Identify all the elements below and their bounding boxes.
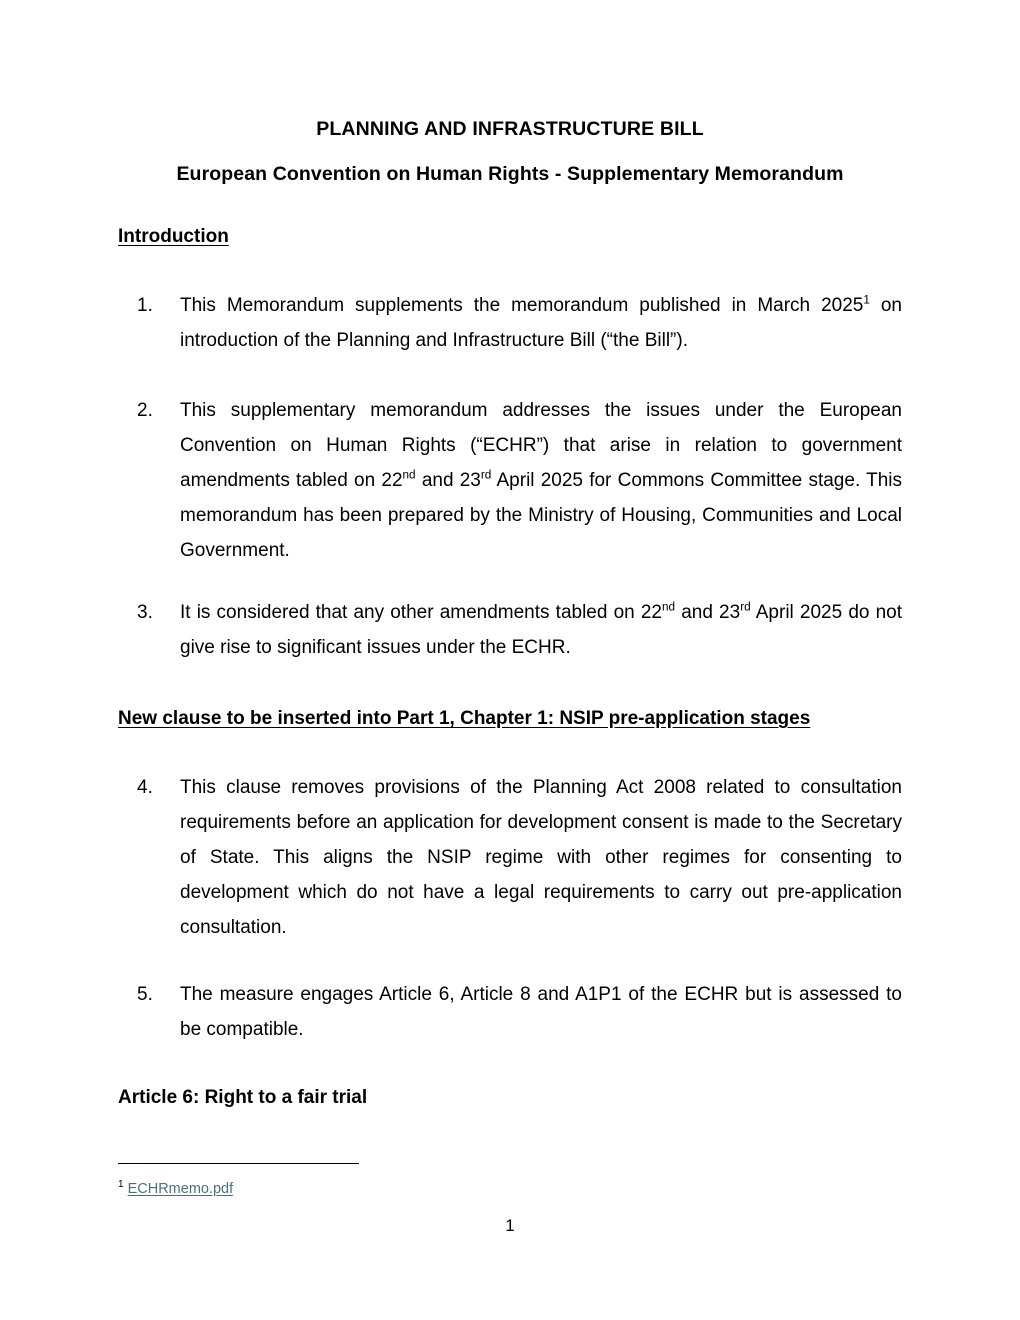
numbered-paragraph-4 xyxy=(137,770,902,945)
section-heading-introduction: Introduction xyxy=(118,226,229,247)
numbered-paragraph-3 xyxy=(137,595,902,665)
ordinal-suffix: nd xyxy=(402,468,416,482)
paragraph-body: The measure engages Article 6, Article 8 and A1P1 of the ECHR but is assessed to be compatible. xyxy=(180,984,902,1040)
paragraph-body xyxy=(180,393,902,568)
footnote-1 xyxy=(118,1179,233,1199)
paragraph-text-segment: on introduction of the Planning and Infrastructure Bill (“the Bill”). xyxy=(180,295,903,351)
paragraph-text-segment: It is considered that any other amendments tabled on 22 xyxy=(180,602,662,623)
paragraph-marker: 1. xyxy=(137,295,153,316)
ordinal-suffix: rd xyxy=(480,468,492,482)
ordinal-suffix: nd xyxy=(661,600,676,614)
paragraph-body xyxy=(180,288,902,358)
paragraph-text-segment: This Memorandum supplements the memorandum published in March 2025 xyxy=(180,295,864,316)
footnote-separator-rule xyxy=(118,1163,359,1164)
numbered-paragraph-2 xyxy=(137,393,902,568)
document-title-primary: PLANNING AND INFRASTRUCTURE BILL xyxy=(316,118,704,140)
document-title-secondary: European Convention on Human Rights - Supplementary Memorandum xyxy=(176,163,844,185)
paragraph-text-segment: and 23 xyxy=(675,602,741,623)
section-heading-new-clause: New clause to be inserted into Part 1, Chapter 1: NSIP pre-application stages xyxy=(118,708,811,729)
paragraph-body xyxy=(180,595,902,665)
numbered-paragraph-1 xyxy=(137,288,902,358)
paragraph-text-segment: April 2025 for Commons Committee stage. This memorandum has been prepared by the Ministry of Housing, Communities and Local Government. xyxy=(180,470,902,561)
section-heading-article-6: Article 6: Right to a fair trial xyxy=(118,1087,368,1108)
paragraph-text-segment: and 23 xyxy=(415,470,481,491)
ordinal-suffix: rd xyxy=(740,600,751,614)
footnote-reference-marker[interactable]: 1 xyxy=(863,293,870,307)
paragraph-marker: 4. xyxy=(137,777,153,798)
paragraph-text-segment: This supplementary memorandum addresses the issues under the European Convention on Human Rights (“ECHR”) that arise in relation to government amendments tabled on 22 xyxy=(180,400,902,491)
footnote-number: 1 xyxy=(118,1179,124,1191)
paragraph-body: This clause removes provisions of the Planning Act 2008 related to consultation requirements before an application for development consent is made to the Secretary of State. This aligns the NSIP regime with other regimes for consenting to development which do not have a legal requirements to carry out pre-application consultation. xyxy=(180,777,902,938)
paragraph-marker: 3. xyxy=(137,602,153,623)
document-title-block xyxy=(118,112,902,192)
page-number: 1 xyxy=(505,1216,515,1235)
paragraph-marker: 2. xyxy=(137,400,153,421)
paragraph-text-segment: April 2025 do not give rise to significant issues under the ECHR. xyxy=(180,602,902,658)
footnote-link-echrmemo-pdf[interactable]: ECHRmemo.pdf xyxy=(127,1181,234,1197)
paragraph-marker: 5. xyxy=(137,984,153,1005)
numbered-paragraph-5 xyxy=(137,977,902,1047)
